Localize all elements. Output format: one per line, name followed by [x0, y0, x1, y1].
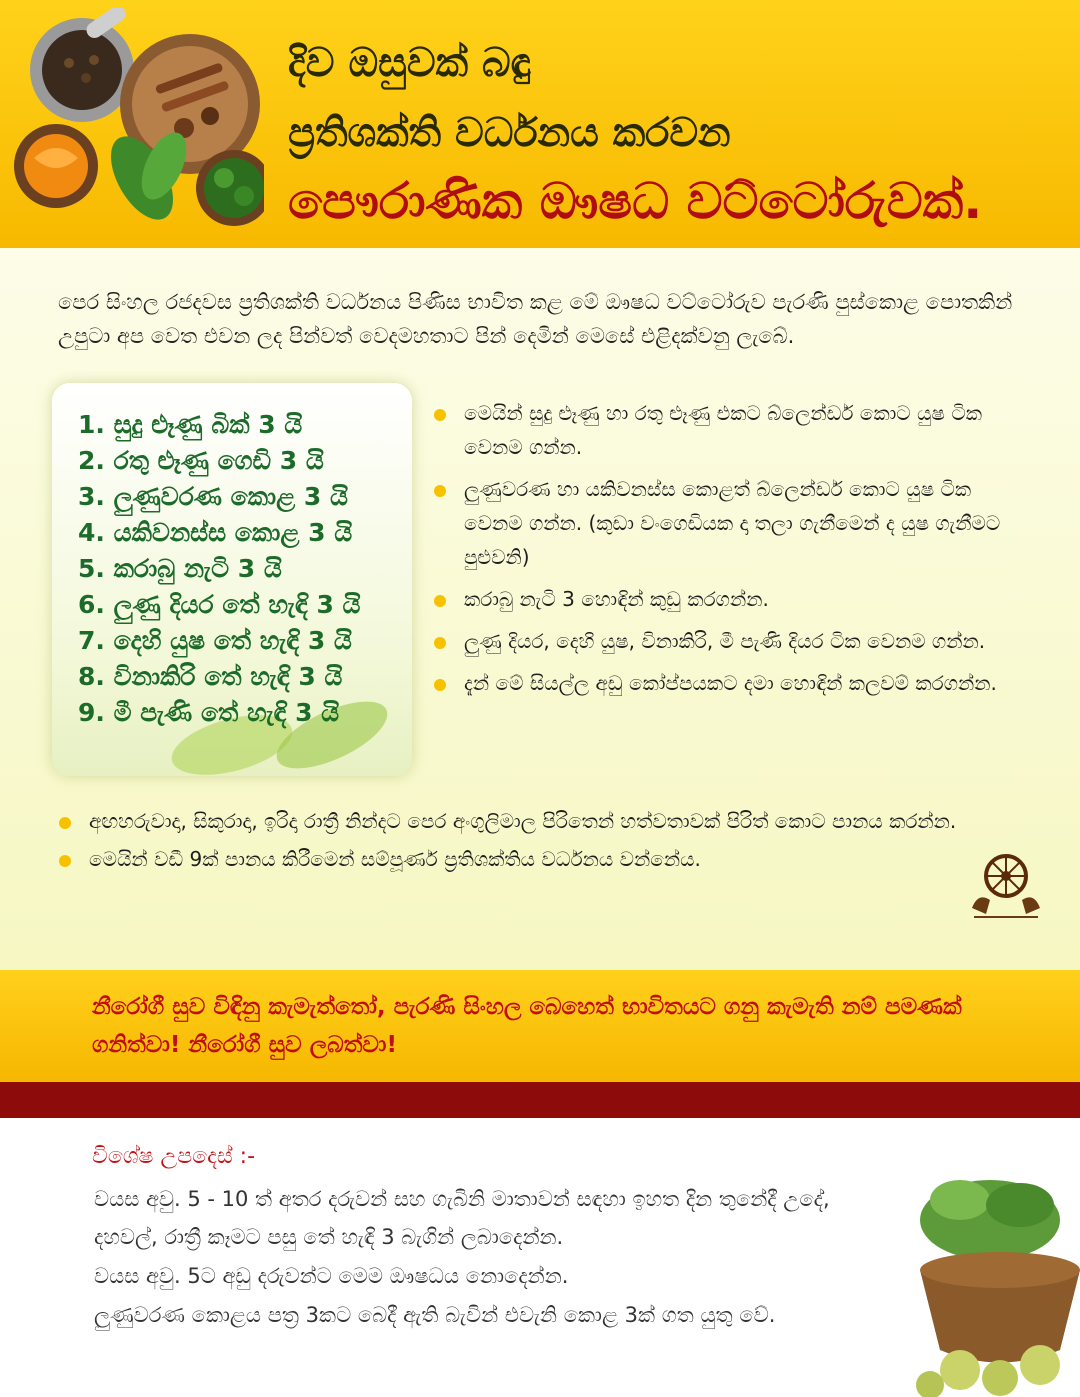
step-text: මෙයින් සුදු ළූණු හා රතු ළූණු එකට බ්ලෙන්ඩර් කොට යුෂ ටික වෙනම ගන්න. [464, 401, 982, 459]
bullet-icon [59, 817, 71, 829]
step-text: කරාබු නැටි 3 හොඳින් කුඩු කරගන්න. [464, 587, 769, 611]
bullet-icon [59, 855, 71, 867]
ingredient-item: 2. රතු ළූණු ගෙඩි 3 යි [78, 446, 324, 475]
ingredient-item: 5. කරාබු නැටි 3 යි [78, 554, 282, 583]
note-text: ලුණුවරණ කොළය පත්‍ර 3කට බෙදී ඇති බැවින් එවැනි කොළ 3ක් ගත යුතු වේ. [94, 1303, 776, 1327]
ingredient-item: 1. සුදු ළූණු බික් 3 යි [78, 410, 303, 439]
usage-text: අඟහරුවාදා, සිකුරාදා, ඉරිදා රාත්‍රී නින්දට පෙර අංගුලිමාල පිරිතෙන් හත්වතාවක් පිරිත් කොට පානය කරන්න. [89, 809, 957, 833]
note-item [34, 1257, 894, 1295]
bullet-icon [434, 485, 446, 497]
slogan-text: නීරෝගී සුව විඳිනු කැමැත්තෝ, පැරණි සිංහල බෙහෙත් භාවිතයට ගනු කැමැති නම් පමණක් ගනිත්වා! නීරෝගී සුව ලබත්වා! [92, 994, 962, 1058]
note-text: වයස අවු. 5 - 10 ත් අතර දරුවන් සහ ගැබිනි මාතාවන් සඳහා ඉහත දින තුනේදී උදේ, දහවල්, රාත්‍රී කෑමට පසු තේ හැඳි 3 බැගින් ලබාදෙන්න. [94, 1187, 830, 1249]
bullet-icon [434, 637, 446, 649]
title-line-1: දිව ඔසුවක් බඳු [288, 40, 532, 86]
mahamevnawa-logo [964, 846, 1048, 958]
ingredient-item: 6. ලුණු දියර තේ හැඳි 3 යි [78, 590, 361, 619]
notes-heading: විශේෂ උපදෙස් :- [92, 1144, 256, 1169]
usage-item [55, 842, 995, 876]
step-text: දැන් මේ සියල්ල අඩු කෝප්පයකට දමා හොඳින් කලවම් කරගන්න. [464, 671, 997, 695]
step-text: ලුණුවරණ හා යකිවනස්ස කොළත් බ්ලෙන්ඩර් කොට යුෂ ටික වෙනම ගන්න. (කුඩා වංගෙඩියක දා තලා ගැනීමෙන් ද යුෂ ගැනීමට පුළුවනි) [464, 477, 1001, 569]
divider-bar [0, 1082, 1080, 1118]
note-text: වයස අවු. 5ට අඩු දරුවන්ට මෙම ඖෂධය නොදෙන්න. [94, 1264, 569, 1288]
herb-bowls-image [14, 8, 264, 238]
bullet-icon [434, 409, 446, 421]
title-line-3: පෞරාණික ඖෂධ වට්ටෝරුවක්. [288, 172, 983, 230]
usage-item [55, 804, 995, 838]
ingredient-item: 7. දෙහි යුෂ තේ හැඳි 3 යි [78, 626, 352, 655]
usage-instructions [55, 804, 995, 880]
step-item [430, 624, 1010, 658]
step-text: ලුණු දියර, දෙහි යුෂ, විනාකිරි, මී පැණි දියර ටික වෙනම ගන්න. [464, 629, 986, 653]
intro-paragraph: පෙර සිංහල රජදවස ප්‍රතිශක්ති වර්ධනය පිණිස භාවිත කළ මේ ඖෂධ වට්ටෝරුව පැරණි පුස්කොළ පොතකින් උපුටා අප වෙත එවන ලද පින්වත් වෙදමහතාට පින් දෙමින් මෙසේ එළිදක්වනු ලැබේ. [58, 290, 1013, 348]
step-item [430, 666, 1010, 700]
title-line-2: ප්‍රතිශක්ති වර්ධනය කරවන [288, 110, 731, 156]
ingredient-item: 9. මී පැණි තේ හැඳි 3 යි [78, 698, 340, 727]
step-item [430, 396, 1010, 464]
mortar-herbs-image [900, 1160, 1080, 1397]
note-item [34, 1296, 894, 1334]
step-item [430, 472, 1010, 574]
ingredient-item: 8. විනාකිරි තේ හැඳි 3 යි [78, 662, 343, 691]
bullet-icon [434, 595, 446, 607]
preparation-steps [430, 396, 1010, 708]
note-item [34, 1180, 894, 1256]
ingredient-item: 3. ලුණුවරණ කොළ 3 යි [78, 482, 349, 511]
usage-text: මෙයින් වඩී 9ක් පානය කිරීමෙන් සම්පූර්ණ ප්‍රතිශක්තිය වර්ධනය වන්නේය. [89, 847, 701, 871]
step-item [430, 582, 1010, 616]
ingredient-item: 4. යකිවනස්ස කොළ 3 යි [78, 518, 353, 547]
bullet-icon [434, 679, 446, 691]
